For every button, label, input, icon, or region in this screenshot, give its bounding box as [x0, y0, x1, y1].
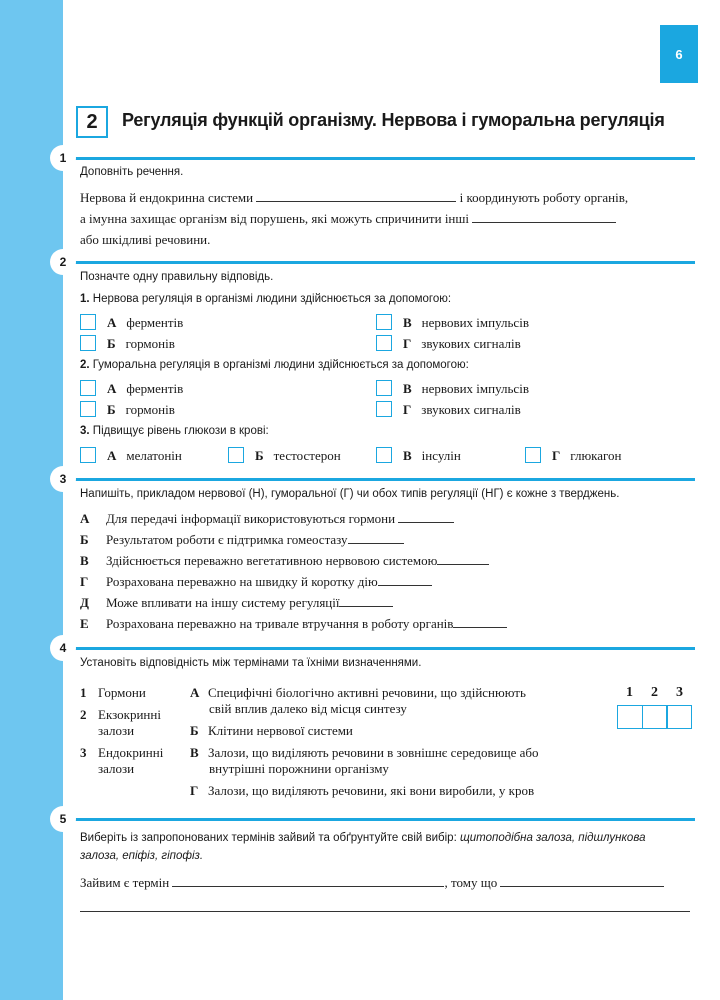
section-number-5: 5 — [50, 806, 76, 832]
s5-blank-term[interactable] — [172, 875, 444, 887]
s1-text-1a: Нервова й ендокринна системи — [80, 190, 254, 205]
s3-blank-d[interactable] — [339, 595, 393, 607]
s4-def-g: Г Залози, що виділяють речовини, які вони виробили, у кров — [190, 783, 535, 798]
s2-q1-checkbox-a[interactable] — [80, 314, 96, 330]
answer-cell-2[interactable] — [642, 705, 668, 729]
s3-item-g: Г Розрахована переважно на швидку й коротку дію — [80, 574, 432, 590]
s1-instruction: Доповніть речення. — [80, 166, 184, 178]
section-number-4: 4 — [50, 635, 76, 661]
s1-blank-1[interactable] — [256, 190, 456, 202]
s5-blank-reason[interactable] — [500, 875, 664, 887]
answer-header-2: 2 — [651, 685, 658, 700]
s2-q1-option-a: А ферментів — [107, 315, 184, 330]
section-number-3: 3 — [50, 466, 76, 492]
s3-item-a: А Для передачі інформації використовуються гормони — [80, 511, 454, 527]
s2-q1-checkbox-g[interactable] — [376, 335, 392, 351]
s1-text-3: або шкідливі речовини. — [80, 232, 211, 247]
section-number-2: 2 — [50, 249, 76, 275]
s2-q1-option-b: Б гормонів — [107, 336, 175, 351]
s2-q2-option-b: Б гормонів — [107, 402, 175, 417]
s3-item-e: Е Розрахована переважно на тривале втручання в роботу органів — [80, 616, 507, 632]
s3-item-v: В Здійснюється переважно вегетативною нервовою системою — [80, 553, 489, 569]
s3-blank-b[interactable] — [348, 532, 404, 544]
s1-sentence-line1 — [80, 190, 628, 206]
s4-def-v: В Залози, що виділяють речовини в зовнішнє середовище або — [190, 745, 539, 760]
s4-term-3: 3 Ендокринні — [80, 745, 164, 760]
section-divider-5 — [63, 818, 695, 821]
s5-answer-line: Зайвим є термін , тому що — [80, 875, 664, 891]
section-divider-2 — [63, 261, 695, 264]
s2-q2-checkbox-a[interactable] — [80, 380, 96, 396]
s2-q1-checkbox-v[interactable] — [376, 314, 392, 330]
s2-question-2: 2. Гуморальна регуляція в організмі людини здійснюється за допомогою: — [80, 359, 469, 371]
s2-q2-checkbox-v[interactable] — [376, 380, 392, 396]
s4-term-1: 1 Гормони — [80, 685, 146, 700]
s3-blank-a[interactable] — [398, 511, 454, 523]
s5-instruction-terms: залоза, епіфіз, гіпофіз. — [80, 850, 204, 862]
s3-blank-v[interactable] — [437, 553, 489, 565]
s4-term-2-line2: залози — [98, 723, 135, 738]
s2-q2-option-a: А ферментів — [107, 381, 184, 396]
chapter-title: Регуляція функцій організму. Нервова і гуморальна регуляція — [122, 110, 665, 130]
s3-blank-g[interactable] — [378, 574, 432, 586]
s2-q3-checkbox-b[interactable] — [228, 447, 244, 463]
section-divider-1 — [63, 157, 695, 160]
s2-q3-checkbox-v[interactable] — [376, 447, 392, 463]
section-number-1: 1 — [50, 145, 76, 171]
answer-grid — [617, 705, 692, 729]
s2-q2-checkbox-b[interactable] — [80, 401, 96, 417]
s2-q3-checkbox-a[interactable] — [80, 447, 96, 463]
s2-q1-checkbox-b[interactable] — [80, 335, 96, 351]
answer-cell-3[interactable] — [666, 705, 692, 729]
s1-text-1b: і координують роботу органів, — [459, 190, 629, 205]
answer-header-3: 3 — [676, 685, 683, 700]
s2-q2-option-g: Г звукових сигналів — [403, 402, 521, 417]
answer-header-1: 1 — [626, 685, 633, 700]
s2-q3-option-a: А мелатонін — [107, 448, 182, 463]
section-divider-3 — [63, 478, 695, 481]
s4-def-a-line2: свій вплив далеко від місця синтезу — [209, 701, 407, 716]
s2-q3-option-b: Б тестостерон — [255, 448, 341, 463]
chapter-number: 2 — [76, 106, 108, 138]
s2-q1-option-g: Г звукових сигналів — [403, 336, 521, 351]
s1-blank-2[interactable] — [472, 211, 616, 223]
s2-question-3: 3. Підвищує рівень глюкози в крові: — [80, 425, 269, 437]
s4-term-3-line2: залози — [98, 761, 135, 776]
s2-q2-option-v: В нервових імпульсів — [403, 381, 529, 396]
s4-def-b: Б Клітини нервової системи — [190, 723, 353, 738]
answer-cell-1[interactable] — [617, 705, 643, 729]
s2-question-1: 1. Нервова регуляція в організмі людини здійснюється за допомогою: — [80, 293, 452, 305]
section-divider-4 — [63, 647, 695, 650]
s2-q1-option-v: В нервових імпульсів — [403, 315, 529, 330]
s4-term-2: 2 Екзокринні — [80, 707, 161, 722]
s3-instruction: Напишіть, прикладом нервової (Н), гуморальної (Г) чи обох типів регуляції (НГ) є кожне з тверджень. — [80, 488, 620, 500]
s2-q2-checkbox-g[interactable] — [376, 401, 392, 417]
s4-def-a: А Специфічні біологічно активні речовини, що здійснюють — [190, 685, 526, 700]
s1-sentence-line2 — [80, 211, 616, 227]
s4-def-v-line2: внутрішні порожнини організму — [209, 761, 389, 776]
s1-text-2a: а імунна захищає організм від порушень, які можуть спричинити інші — [80, 211, 470, 226]
s2-instruction: Позначте одну правильну відповідь. — [80, 271, 274, 283]
s2-q3-checkbox-g[interactable] — [525, 447, 541, 463]
s3-item-b: Б Результатом роботи є підтримка гомеостазу — [80, 532, 404, 548]
s3-item-d: Д Може впливати на іншу систему регуляції — [80, 595, 393, 611]
s4-instruction: Установіть відповідність між термінами та їхніми визначеннями. — [80, 657, 422, 669]
s5-blank-line-2[interactable] — [80, 910, 690, 912]
page-number: 6 — [660, 25, 698, 83]
s3-blank-e[interactable] — [453, 616, 507, 628]
s2-q3-option-v: В інсулін — [403, 448, 461, 463]
s5-instruction: Виберіть із запропонованих термінів зайвий та обґрунтуйте свій вибір: щитоподібна залоза, підшлункова — [80, 832, 646, 844]
s2-q3-option-g: Г глюкагон — [552, 448, 622, 463]
